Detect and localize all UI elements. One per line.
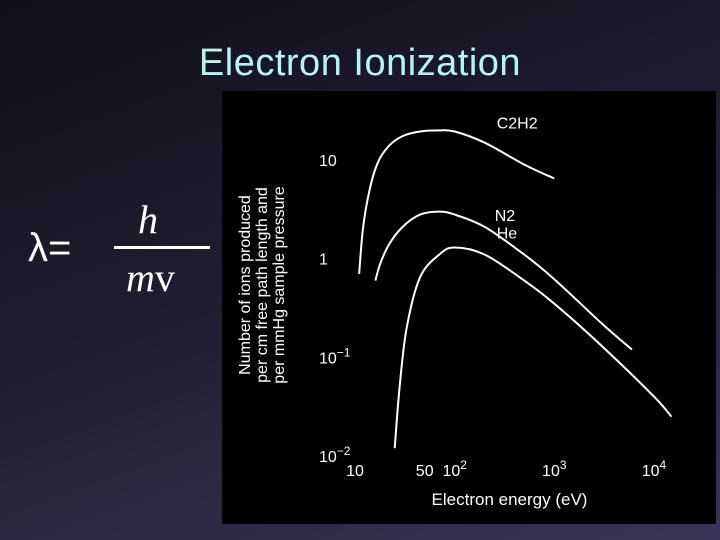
formula-denominator-v: v <box>154 255 175 300</box>
series-label-n2: N2 <box>494 207 516 225</box>
y-axis-label-line: per cm free path length and <box>254 187 271 383</box>
series-label-c2h2: C2H2 <box>496 115 538 133</box>
formula-denominator-m: m <box>126 255 155 300</box>
y-tick-label: 1 <box>319 251 328 269</box>
x-tick-label: $10^3$ <box>542 458 567 480</box>
y-tick-label: 10 <box>319 153 337 171</box>
formula-numerator: h <box>138 197 158 242</box>
series-label-he: He <box>496 225 518 243</box>
formula-denominator <box>126 254 175 301</box>
chart-svg <box>222 91 716 524</box>
ionization-chart <box>222 91 716 524</box>
y-axis-label-line: per mmHg sample pressure <box>271 186 288 384</box>
x-tick-label: $10^2$ <box>442 458 467 480</box>
x-tick-label: 10 <box>346 463 364 480</box>
x-tick-label: $10^4$ <box>641 458 667 480</box>
y-axis-label-line: Number of ions produced <box>237 195 254 375</box>
slide-title: Electron Ionization <box>198 42 522 84</box>
series-line-c2h2 <box>359 130 554 274</box>
y-axis-label <box>237 186 288 384</box>
formula-lambda: λ= <box>28 226 72 270</box>
x-axis-label: Electron energy (eV) <box>431 490 588 509</box>
formula-fraction-bar <box>114 246 210 249</box>
x-tick-label: 50 <box>415 463 434 480</box>
y-tick-label: $10^{-2}$ <box>319 444 351 466</box>
y-tick-label: $10^{-1}$ <box>319 345 351 368</box>
